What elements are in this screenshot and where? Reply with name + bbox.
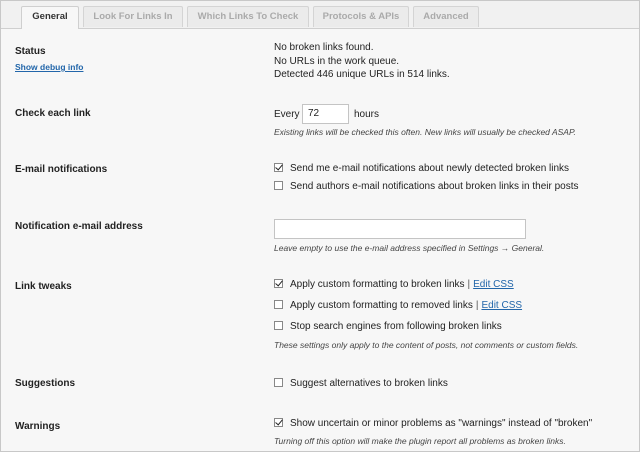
status-line-3: Detected 446 unique URLs in 514 links. (274, 69, 450, 80)
suggest-alternatives-option[interactable] (274, 378, 448, 391)
hours-label: hours (354, 109, 380, 120)
email-me-option[interactable] (274, 163, 569, 176)
warnings-checkbox[interactable] (274, 418, 283, 427)
format-removed-checkbox[interactable] (274, 300, 283, 309)
separator: | (467, 279, 471, 290)
suggest-alternatives-option-label: Suggest alternatives to broken links (290, 378, 448, 389)
general-settings (1, 29, 639, 451)
check-each-link-label: Check each link (15, 108, 91, 119)
warnings-option-label: Show uncertain or minor problems as "warnings" instead of "broken" (290, 418, 593, 429)
email-authors-checkbox[interactable] (274, 181, 283, 190)
format-broken-checkbox[interactable] (274, 279, 283, 288)
suggestions-label: Suggestions (15, 378, 76, 389)
status-line-1: No broken links found. (274, 42, 374, 53)
check-interval-input[interactable]: 72 (302, 104, 349, 124)
format-broken-option-label: Apply custom formatting to broken links (290, 279, 465, 290)
tab-general[interactable]: General (21, 6, 79, 29)
tab-protocols-apis[interactable]: Protocols & APIs (313, 6, 409, 27)
tab-advanced[interactable]: Advanced (413, 6, 479, 27)
link-tweaks-note: These settings only apply to the content of posts, not comments or custom fields. (274, 340, 579, 350)
warnings-note: Turning off this option will make the plugin report all problems as broken links. (274, 436, 566, 446)
edit-css-removed-link[interactable]: Edit CSS (481, 300, 523, 311)
check-interval-note: Existing links will be checked this often. New links will usually be checked ASAP. (274, 127, 576, 137)
tab-bar (1, 1, 639, 29)
notification-email-input[interactable] (274, 219, 526, 239)
status-label: Status (15, 46, 46, 57)
edit-css-broken-link[interactable]: Edit CSS (473, 279, 514, 290)
email-notifications-label: E-mail notifications (15, 164, 108, 175)
tab-which-links-to-check[interactable]: Which Links To Check (187, 6, 309, 27)
every-label: Every (274, 109, 300, 120)
nofollow-checkbox[interactable] (274, 321, 283, 330)
nofollow-option-label: Stop search engines from following broken links (290, 321, 502, 332)
format-removed-option[interactable] (274, 300, 522, 313)
notification-email-note: Leave empty to use the e-mail address specified in Settings → General. (274, 243, 545, 253)
separator: | (475, 300, 479, 311)
link-tweaks-label: Link tweaks (15, 281, 72, 292)
warnings-option[interactable] (274, 418, 592, 431)
email-authors-option[interactable] (274, 181, 579, 194)
email-me-checkbox[interactable] (274, 163, 283, 172)
email-authors-option-label: Send authors e-mail notifications about broken links in their posts (290, 181, 579, 192)
notification-email-label: Notification e-mail address (15, 221, 143, 232)
warnings-label: Warnings (15, 421, 61, 432)
suggest-alternatives-checkbox[interactable] (274, 378, 283, 387)
show-debug-info-link[interactable]: Show debug info (15, 62, 84, 72)
status-line-2: No URLs in the work queue. (274, 56, 400, 67)
tab-look-for-links-in[interactable]: Look For Links In (83, 6, 183, 27)
email-me-option-label: Send me e-mail notifications about newly detected broken links (290, 163, 570, 174)
format-removed-option-label: Apply custom formatting to removed links (290, 300, 473, 311)
nofollow-option[interactable] (274, 321, 502, 334)
format-broken-option[interactable] (274, 279, 514, 292)
